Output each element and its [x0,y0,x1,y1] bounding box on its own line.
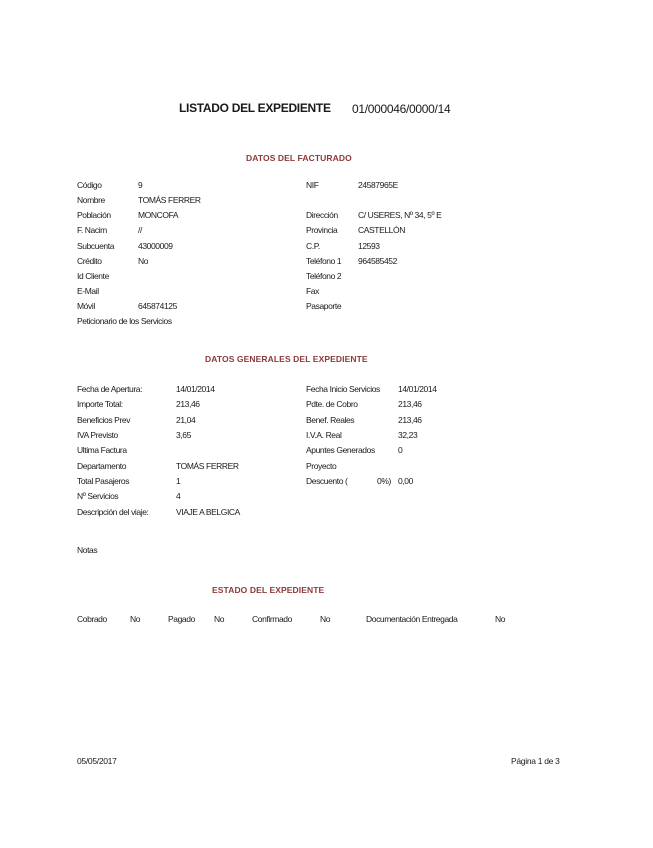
footer-date: 05/05/2017 [77,756,117,766]
field-label: F. Nacim [77,225,107,235]
field-value: MONCOFA [138,210,179,220]
field-value: No [138,256,149,266]
field-value: 0,00 [398,476,413,486]
field-label: IVA Previsto [77,430,118,440]
field-label: Fax [306,286,319,296]
field-label: I.V.A. Real [306,430,342,440]
field-label: Teléfono 2 [306,271,342,281]
field-label: Pasaporte [306,301,342,311]
field-label: Benef. Reales [306,415,355,425]
field-value: 964585452 [358,256,397,266]
field-label: NIF [306,180,319,190]
field-value: 645874125 [138,301,177,311]
field-label: Población [77,210,111,220]
status-value-pagado: No [214,614,225,624]
discount-percent: 0%) [377,476,391,486]
field-label: Pdte. de Cobro [306,399,358,409]
page-title: LISTADO DEL EXPEDIENTE [179,101,331,115]
field-value: TOMÁS FERRER [138,195,201,205]
field-value: 213,46 [398,415,422,425]
field-label: Nombre [77,195,105,205]
field-label: Ultima Factura [77,445,127,455]
section-title-generales: DATOS GENERALES DEL EXPEDIENTE [205,354,368,364]
field-label: Apuntes Generados [306,445,375,455]
expediente-number: 01/000046/0000/14 [352,102,451,116]
field-label: Teléfono 1 [306,256,342,266]
field-label: Importe Total: [77,399,123,409]
field-value: 43000009 [138,241,173,251]
field-label: Departamento [77,461,127,471]
field-value: 0 [398,445,403,455]
field-value: C/ USERES, Nº 34, 5º E [358,210,442,220]
status-value-documentacion: No [495,614,506,624]
status-label-documentacion: Documentación Entregada [366,614,458,624]
field-label: Nº Servicios [77,491,119,501]
field-value: 14/01/2014 [176,384,215,394]
field-label: Id Cliente [77,271,109,281]
field-label: Beneficios Prev [77,415,131,425]
field-value: TOMÁS FERRER [176,461,239,471]
field-value: CASTELLÓN [358,225,405,235]
status-label-pagado: Pagado [168,614,195,624]
section-title-facturado: DATOS DEL FACTURADO [246,153,352,163]
field-value: 213,46 [176,399,200,409]
field-label: Descuento ( [306,476,348,486]
field-label: Proyecto [306,461,337,471]
status-label-cobrado: Cobrado [77,614,107,624]
field-label: Total Pasajeros [77,476,130,486]
field-value: 32,23 [398,430,418,440]
field-label: Subcuenta [77,241,115,251]
field-label: Provincia [306,225,338,235]
field-label: Dirección [306,210,338,220]
notas-label: Notas [77,545,98,555]
field-value: 4 [176,491,181,501]
field-value: 14/01/2014 [398,384,437,394]
status-value-confirmado: No [320,614,331,624]
field-value: 9 [138,180,143,190]
status-label-confirmado: Confirmado [252,614,292,624]
field-label: Código [77,180,102,190]
field-value: VIAJE A BELGICA [176,507,240,517]
field-value: 12593 [358,241,380,251]
field-value: 21,04 [176,415,196,425]
section-title-estado: ESTADO DEL EXPEDIENTE [212,585,325,595]
field-label: Móvil [77,301,95,311]
field-label: Fecha de Apertura: [77,384,143,394]
field-label: Fecha Inicio Servicios [306,384,380,394]
field-label: C.P. [306,241,320,251]
field-label: Descripción del viaje: [77,507,149,517]
field-value: 24587965E [358,180,398,190]
field-value: 1 [176,476,181,486]
field-value: 3,65 [176,430,191,440]
field-value: 213,46 [398,399,422,409]
status-value-cobrado: No [130,614,141,624]
footer-page-number: Página 1 de 3 [511,756,560,766]
field-label: E-Mail [77,286,99,296]
field-label: Peticionario de los Servicios [77,316,172,326]
field-label: Crédito [77,256,102,266]
field-value: // [138,225,142,235]
